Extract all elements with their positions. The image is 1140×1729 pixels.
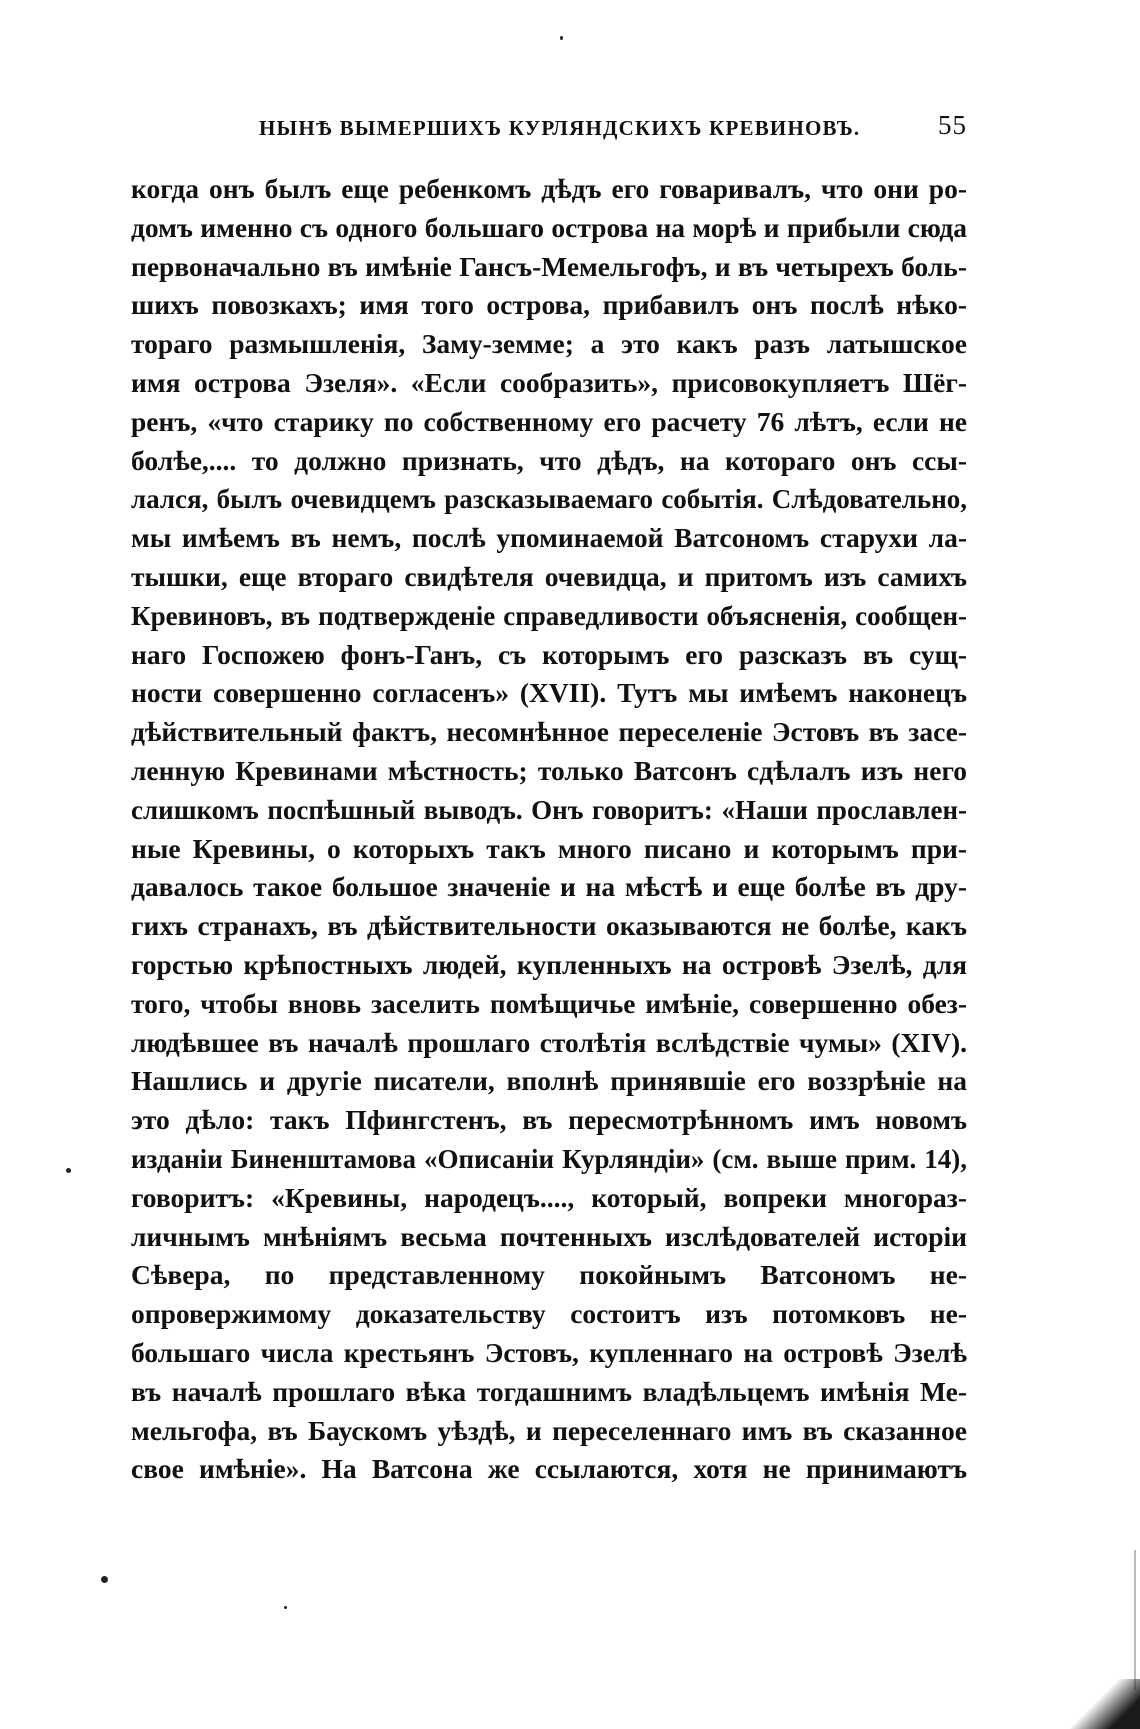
text-line: ности совершенно согласенъ» (XVII). Тутъ мы имѣемъ наконецъ bbox=[131, 677, 967, 709]
text-line: это дѣло: такъ Пфингстенъ, въ пересмотрѣнномъ имъ новомъ bbox=[131, 1104, 967, 1136]
text-line: когда онъ былъ еще ребенкомъ дѣдъ его говаривалъ, что они ро- bbox=[131, 173, 967, 204]
text-line: свое имѣніе». На Ватсона же ссылаются, хотя не принимаютъ bbox=[131, 1453, 967, 1485]
print-speck bbox=[66, 1168, 71, 1173]
text-line: болѣе,.... то должно признать, что дѣдъ, на котораго онъ ссы- bbox=[131, 444, 967, 476]
body-text bbox=[131, 170, 967, 1489]
text-line: домъ именно съ одного большаго острова на морѣ и прибыли сюда bbox=[131, 211, 967, 243]
text-line: говоритъ: «Кревины, народецъ...., который, вопреки многораз- bbox=[131, 1181, 967, 1213]
print-speck bbox=[101, 1576, 108, 1583]
text-line: ные Кревины, о которыхъ такъ много писано и которымъ при- bbox=[131, 832, 967, 864]
text-line: большаго числа крестьянъ Эстовъ, купленнаго на островѣ Эзелѣ bbox=[131, 1336, 967, 1368]
text-line: наго Госпожею фонъ-Ганъ, съ которымъ его разсказъ въ сущ- bbox=[131, 638, 967, 670]
text-line: имя острова Эзеля». «Если сообразить», присовокупляетъ Шёг- bbox=[131, 366, 967, 398]
text-line: Нашлись и другіе писатели, вполнѣ принявшіе его воззрѣніе на bbox=[131, 1065, 967, 1097]
page-header bbox=[131, 110, 967, 150]
text-line: изданіи Биненштамова «Описаніи Курляндіи» (см. выше прим. 14), bbox=[131, 1143, 967, 1174]
text-line: ленную Кревинами мѣстность; только Ватсонъ сдѣлалъ изъ него bbox=[131, 754, 967, 786]
page-edge-shadow bbox=[1134, 1550, 1136, 1690]
print-speck bbox=[284, 1606, 287, 1609]
text-line: мельгофа, въ Баускомъ уѣздѣ, и переселеннаго имъ въ сказанное bbox=[131, 1414, 967, 1446]
text-line: слишкомъ поспѣшный выводъ. Онъ говоритъ: «Наши прославлен- bbox=[131, 794, 967, 825]
text-line: въ началѣ прошлаго вѣка тогдашнимъ владѣльцемъ имѣнія Ме- bbox=[131, 1375, 967, 1407]
text-line: давалось такое большое значеніе и на мѣстѣ и еще болѣе въ дру- bbox=[131, 871, 967, 903]
text-line: первоначально въ имѣніе Гансъ-Мемельгофъ, и въ четырехъ боль- bbox=[131, 250, 967, 282]
print-speck bbox=[560, 36, 563, 40]
text-line: гихъ странахъ, въ дѣйствительности оказываются не болѣе, какъ bbox=[131, 910, 967, 942]
text-line: тышки, еще втораго свидѣтеля очевидца, и притомъ изъ самихъ bbox=[131, 560, 967, 592]
page-number: 55 bbox=[938, 110, 967, 140]
text-line: ренъ, «что старику по собственному его расчету 76 лѣтъ, если не bbox=[131, 405, 967, 437]
text-line: горстью крѣпостныхъ людей, купленныхъ на островѣ Эзелѣ, для bbox=[131, 948, 967, 980]
text-line: дѣйствительный фактъ, несомнѣнное переселеніе Эстовъ въ засе- bbox=[131, 716, 967, 748]
text-line: шихъ повозкахъ; имя того острова, прибавилъ онъ послѣ нѣко- bbox=[131, 289, 967, 321]
text-line: тораго размышленія, Заму-земме; а это какъ разъ латышское bbox=[131, 328, 967, 360]
text-line: мы имѣемъ въ немъ, послѣ упоминаемой Ватсономъ старухи ла- bbox=[131, 522, 967, 554]
running-title: НЫНѢ ВЫМЕРШИХЪ КУРЛЯНДСКИХЪ КРЕВИНОВЪ. bbox=[259, 116, 861, 140]
text-line: того, чтобы вновь заселить помѣщичье имѣніе, совершенно обез- bbox=[131, 987, 967, 1019]
page-corner-shadow bbox=[1070, 1679, 1140, 1729]
text-line: опровержимому доказательству состоитъ изъ потомковъ не- bbox=[131, 1298, 967, 1330]
text-line: Кревиновъ, въ подтвержденіе справедливости объясненія, сообщен- bbox=[131, 600, 967, 631]
text-line: личнымъ мнѣніямъ весьма почтенныхъ изслѣдователей исторіи bbox=[131, 1220, 967, 1252]
text-line: людѣвшее въ началѣ прошлаго столѣтія вслѣдствіе чумы» (XIV). bbox=[131, 1026, 967, 1058]
text-line: Сѣвера, по представленному покойнымъ Ватсономъ не- bbox=[131, 1259, 967, 1291]
text-line: лался, былъ очевидцемъ разсказываемаго событія. Слѣдовательно, bbox=[131, 484, 967, 515]
